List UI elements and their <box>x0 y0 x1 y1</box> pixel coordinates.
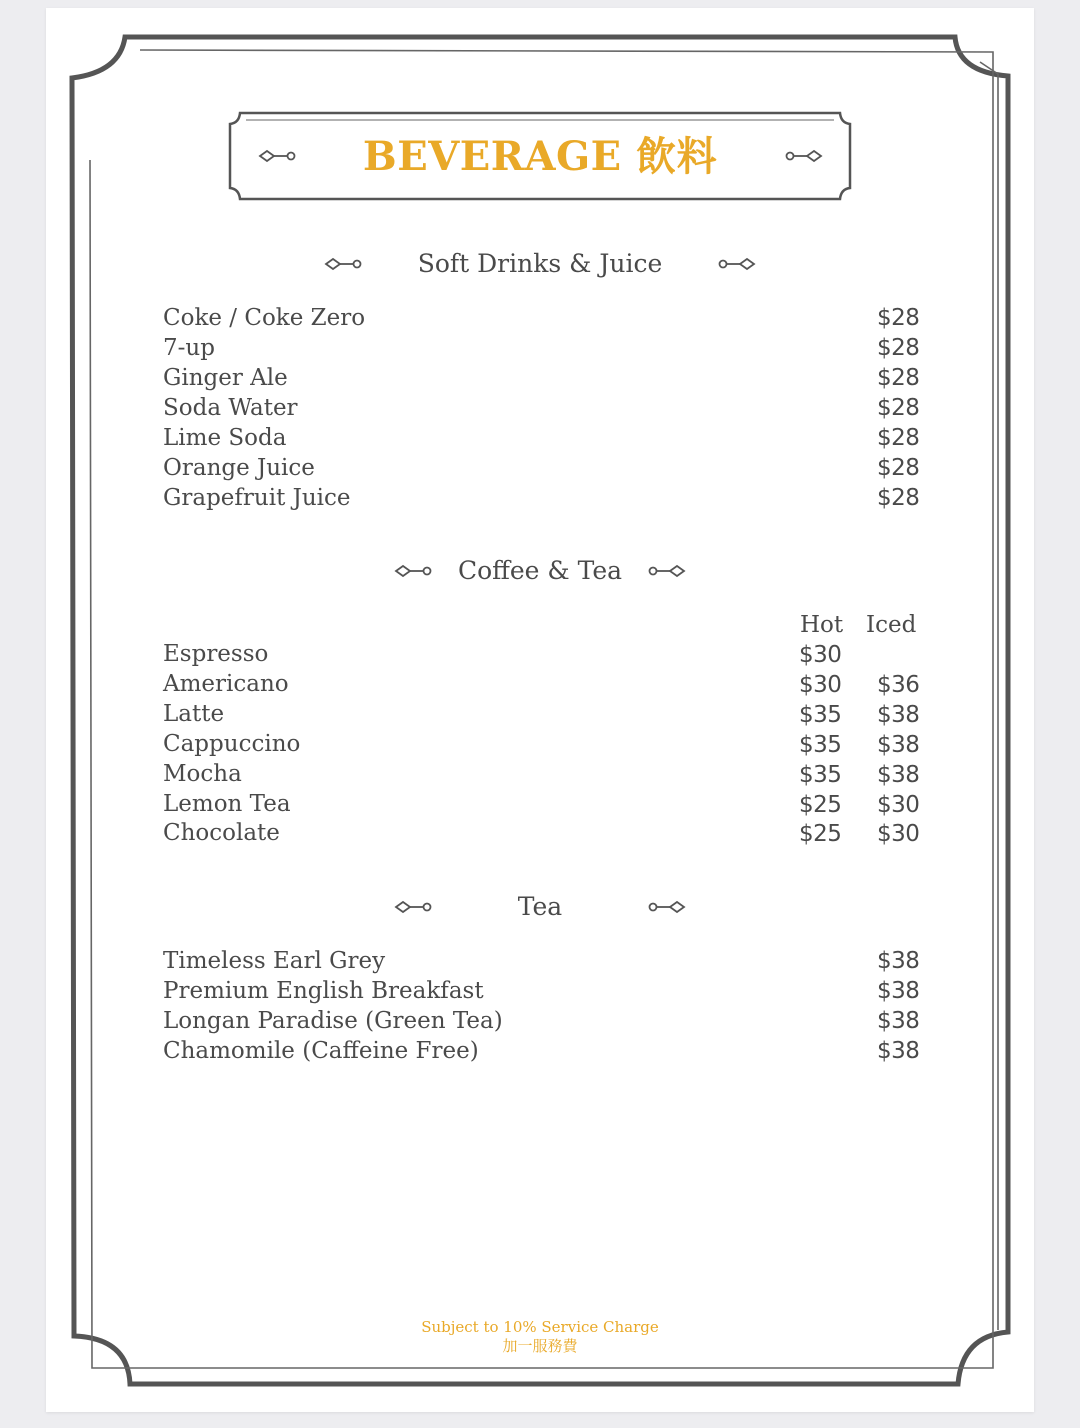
menu-item-price-hot: $25 <box>799 821 842 847</box>
menu-item-name: Grapefruit Juice <box>163 485 351 511</box>
menu-item-name: Orange Juice <box>163 455 315 481</box>
menu-item-price: $38 <box>877 1008 920 1034</box>
column-header-iced: Iced <box>866 612 917 638</box>
menu-item-price-iced: $38 <box>877 702 920 728</box>
menu-item-price: $28 <box>877 485 920 511</box>
section-title-soft-drinks: Soft Drinks & Juice <box>417 249 663 278</box>
menu-item-price-hot: $35 <box>799 702 842 728</box>
menu-item-name: Premium English Breakfast <box>163 978 484 1004</box>
menu-item-name: Coke / Coke Zero <box>163 305 366 331</box>
menu-item-name: Chamomile (Caffeine Free) <box>163 1038 479 1064</box>
footer-service-charge: Subject to 10% Service Charge <box>421 1318 659 1336</box>
ornament-right-icon <box>784 146 824 166</box>
menu-item-name: Lime Soda <box>163 425 287 451</box>
ornament-left-icon <box>394 561 434 581</box>
menu-item-price-iced: $30 <box>877 821 920 847</box>
section-title-tea: Tea <box>517 892 563 921</box>
ornament-left-icon <box>394 897 434 917</box>
menu-item-price: $38 <box>877 948 920 974</box>
menu-item-name: Chocolate <box>163 820 280 846</box>
menu-item-price: $28 <box>877 455 920 481</box>
menu-item-name: 7-up <box>163 335 215 361</box>
menu-item-price-iced: $36 <box>877 672 920 698</box>
menu-item-name: Espresso <box>163 641 269 667</box>
menu-item-price-iced: $30 <box>877 792 920 818</box>
menu-item-name: Latte <box>163 701 225 727</box>
column-header-hot: Hot <box>800 612 844 638</box>
menu-item-price-hot: $30 <box>799 672 842 698</box>
menu-item-price: $38 <box>877 978 920 1004</box>
ornament-left-icon <box>324 254 364 274</box>
menu-item-name: Americano <box>163 671 289 697</box>
menu-item-name: Ginger Ale <box>163 365 288 391</box>
menu-item-price: $28 <box>877 305 920 331</box>
footer-service-charge-chinese: 加一服務費 <box>502 1337 578 1355</box>
menu-item-price-hot: $25 <box>799 792 842 818</box>
menu-item-price-iced: $38 <box>877 762 920 788</box>
menu-item-price: $28 <box>877 425 920 451</box>
ornament-right-icon <box>717 254 757 274</box>
menu-item-price: $38 <box>877 1038 920 1064</box>
menu-item-price: $28 <box>877 365 920 391</box>
menu-item-name: Cappuccino <box>163 731 301 757</box>
menu-item-name: Mocha <box>163 761 242 787</box>
menu-item-name: Lemon Tea <box>163 791 291 817</box>
menu-item-price-hot: $30 <box>799 642 842 668</box>
menu-item-name: Soda Water <box>163 395 298 421</box>
menu-item-name: Timeless Earl Grey <box>163 948 386 974</box>
ornament-right-icon <box>647 897 687 917</box>
menu-item-price: $28 <box>877 395 920 421</box>
menu-title: BEVERAGE 飲料 <box>362 133 718 180</box>
menu-item-price-hot: $35 <box>799 732 842 758</box>
menu-item-price: $28 <box>877 335 920 361</box>
menu-item-name: Longan Paradise (Green Tea) <box>163 1008 503 1034</box>
ornament-left-icon <box>258 146 298 166</box>
ornament-right-icon <box>647 561 687 581</box>
menu-item-price-hot: $35 <box>799 762 842 788</box>
section-title-coffee-tea: Coffee & Tea <box>457 556 623 585</box>
menu-item-price-iced: $38 <box>877 732 920 758</box>
